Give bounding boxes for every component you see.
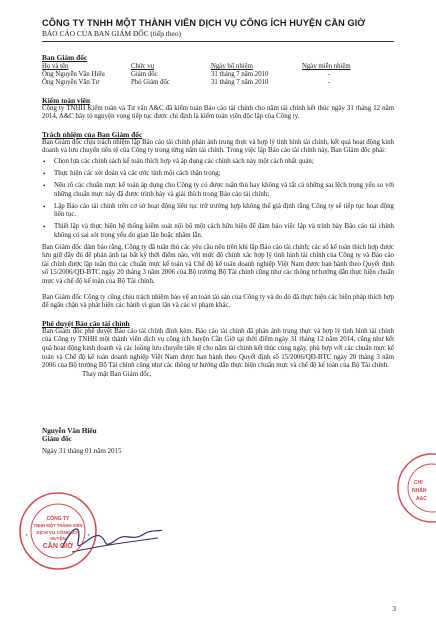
svg-text:★: ★ [87,533,91,537]
list-item: • Thực hiện các xét đoán và các ước tính một cách thận trọng; [43,169,221,178]
svg-text:★: ★ [25,533,29,537]
signer-role: Giám đốc [42,435,72,444]
responsibility-title: Trách nhiệm của Ban Giám đốc [42,129,143,139]
col-name: Họ và tên [42,63,69,70]
approval-title: Phê duyệt Báo cáo tài chính [42,318,130,328]
responsibility-list [42,158,394,240]
col-position: Chức vụ [131,63,155,70]
cell-appointed: 31 tháng 7 năm 2010 [211,71,269,79]
cell-position: Giám đốc [131,71,158,79]
document-page [42,18,394,455]
page-number: 3 [392,604,396,613]
table-row [42,79,382,87]
svg-text:HUYỆN: HUYỆN [50,536,66,541]
cell-name: Ông Nguyễn Văn Tư [42,79,100,87]
bullet-icon: • [43,169,46,178]
cell-dismissed: - [328,71,331,79]
cell-position: Phó Giám đốc [131,79,170,87]
approval-section [42,319,394,380]
svg-text:CHI: CHI [414,480,423,486]
svg-text:TNHH MỘT THÀNH VIÊN: TNHH MỘT THÀNH VIÊN [33,523,83,528]
bullet-icon: • [43,223,46,232]
company-seal-stamp [17,490,99,572]
list-item: • Nêu rõ các chuẩn mực kế toán áp dụng cho Công ty có được tuân thủ hay không và tất cả những sai lệch trọng yếu so với những chuẩn mực này đã được trình bày và giải thích trong Báo cáo tài chính; [43,181,394,198]
list-item: • Thiết lập và thực hiện hệ thống kiểm soát nội bộ một cách hữu hiệu để đảm bảo việc lập và trình bày Báo cáo tài chính không có sai sót trọng yếu do gian lận hoặc nhầm lẫn. [43,223,394,239]
partial-seal-stamp [394,448,436,528]
auditor-text: Công ty TNHH Kiểm toán và Tư vấn A&C đã kiểm toán Báo cáo tài chính cho năm tài chính kết thúc ngày 31 tháng 12 năm 2014, A&C bày tỏ nguyện vọng tiếp tục được chỉ định là kiểm toán viên độc lập của Công ty. [42,104,394,121]
col-dismissed: Ngày miễn nhiệm [302,63,351,70]
auditor-section [42,96,394,122]
auditor-title: Kiểm toán viên [42,95,91,105]
board-title: Ban Giám đốc [42,53,88,62]
signature-date: Ngày 31 tháng 01 năm 2015 [42,447,122,456]
list-item: • Chọn lựa các chính sách kế toán thích hợp và áp dụng các chính sách này một cách nhất quán; [43,157,314,166]
svg-text:NHÁN: NHÁN [412,488,427,494]
svg-text:A&C: A&C [416,496,427,502]
svg-text:CÔNG TY: CÔNG TY [46,516,70,522]
col-appointed: Ngày bổ nhiệm [211,63,253,70]
responsibility-para-2: Ban Giám đốc đảm bảo rằng, Công ty đã tuân thủ các yêu cầu nêu trên khi lập Báo cáo tài chính; các sổ kế toán thích hợp được lưu giữ đầy đủ để phản ánh tại bất kỳ thời điểm nào, với mức độ chính xác hợp lý tình hình tài chính của Công ty và Báo cáo tài chính được lập tuân thủ các chuẩn mực kế toán và Chế độ kế toán doanh nghiệp Việt Nam được ban hành theo Quyết định số 15/2006/QĐ-BTC ngày 20 tháng 3 năm 2006 của Bộ trưởng Bộ Tài chính cũng như các thông tư hướng dẫn thực hiện chuẩn mực và chế độ kế toán của Bộ Tài chính. [42,243,394,286]
company-name: CÔNG TY TNHH MỘT THÀNH VIÊN DỊCH VỤ CÔNG ÍCH HUYỆN CẦN GIỜ [42,18,366,28]
on-behalf-line: Thay mặt Ban Giám đốc, [82,370,152,378]
bullet-icon: • [43,181,46,190]
svg-text:DỊCH VỤ CÔNG ÍCH: DỊCH VỤ CÔNG ÍCH [36,530,80,535]
cell-dismissed: - [328,79,331,87]
board-table [42,63,382,88]
bullet-icon: • [43,157,46,166]
signature-block [42,427,394,455]
responsibility-section [42,130,394,311]
cell-name: Ông Nguyễn Văn Hiếu [42,71,105,79]
signer-name: Nguyễn Văn Hiếu [42,427,97,436]
responsibility-intro: Ban Giám đốc chịu trách nhiệm lập Báo cáo tài chính phản ánh trung thực và hợp lý tình hình tài chính, kết quả hoạt động kinh doanh và lưu chuyển tiền tệ của Công ty trong từng năm tài chính. Trong việc lập Báo cáo tài chính này, Ban Giám đốc phải: [42,138,394,155]
approval-text: Ban Giám đốc phê duyệt Báo cáo tài chính đính kèm. Báo cáo tài chính đã phản ánh trung thực và hợp lý tình hình tài chính của Công ty TNHH một thành viên dịch vụ công ích huyện Cần Giờ tại thời điểm ngày 31 tháng 12 năm 2014, cũng như kết quả hoạt động kinh doanh và các luồng lưu chuyển tiền tệ cho năm tài chính kết thúc cùng ngày, phù hợp với các chuẩn mực kế toán và Chế độ kế toán doanh nghiệp Việt Nam được ban hành theo Quyết định số 15/2006/QĐ-BTC ngày 20 tháng 3 năm 2006 của Bộ trưởng Bộ Tài chính cũng như các thông tư hướng dẫn thực hiện chuẩn mực và chế độ kế toán của Bộ Tài chính. [42,327,394,370]
board-section [42,53,394,88]
cell-appointed: 31 tháng 7 năm 2010 [211,79,269,87]
board-table-header [42,63,382,71]
list-item: • Lập Báo cáo tài chính trên cơ sở hoạt động liên tục trừ trường hợp không thể giả định rằng Công ty sẽ tiếp tục hoạt động liên tục. [43,202,394,219]
svg-text:CẦN GIỜ: CẦN GIỜ [42,543,74,550]
responsibility-para-3: Ban Giám đốc Công ty cũng chịu trách nhiệm bảo vệ an toàn tài sản của Công ty và do đó đã thực hiện các biện pháp thích hợp để ngăn chặn và phát hiện các hành vi gian lận và các vi phạm khác. [42,293,394,310]
bullet-icon: • [43,202,46,211]
report-subtitle: BÁO CÁO CỦA BAN GIÁM ĐỐC (tiếp theo) [42,29,181,38]
header-rule [42,41,394,42]
